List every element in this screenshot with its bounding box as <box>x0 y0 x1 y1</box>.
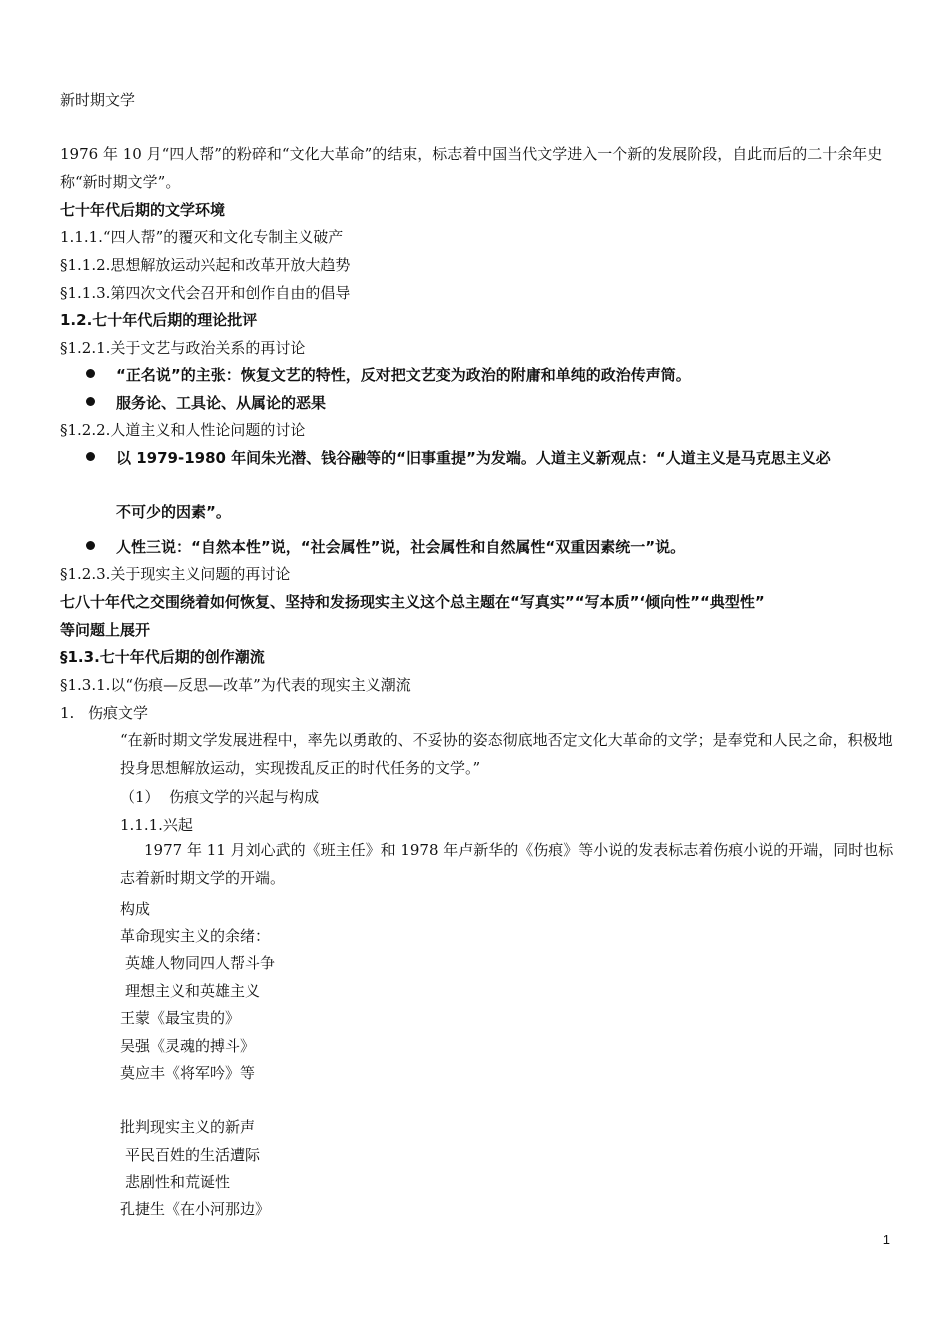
section-1-1-1-rise: 1.1.1.兴起 <box>120 816 193 834</box>
quote-paragraph: “在新时期文学发展进程中，率先以勇敢的、不妥协的姿态彻底地否定文化大革命的文学；是奉党和人民之命，积极地投身思想解放运动，实现拨乱反正的时代任务的文学。” <box>120 731 893 777</box>
bullet-item-rendao-line1: 以 1979-1980 年间朱光潜、钱谷融等的“旧事重提”为发端。人道主义新观点：“人道主义是马克思主义必 <box>116 449 831 467</box>
bullet-icon <box>86 369 95 378</box>
rev-work-3: 莫应丰《将军吟》等 <box>120 1064 256 1082</box>
section-1-2-3: §1.2.3.关于现实主义问题的再讨论 <box>60 565 291 583</box>
list-item-shanghen: 伤痕文学 <box>88 704 149 722</box>
bullet-item-rendao-line2: 不可少的因素”。 <box>116 503 231 521</box>
rev-item-1: 英雄人物同四人帮斗争 <box>125 954 276 972</box>
crit-item-2: 悲剧性和荒诞性 <box>125 1173 231 1191</box>
section-1-2-1: §1.2.1.关于文艺与政治关系的再讨论 <box>60 339 306 357</box>
section-1-1-1: 1.1.1.“四人帮”的覆灭和文化专制主义破产 <box>60 228 344 246</box>
rev-item-2: 理想主义和英雄主义 <box>125 982 261 1000</box>
heading-1-1: 七十年代后期的文学环境 <box>60 201 226 219</box>
rev-work-2: 吴强《灵魂的搏斗》 <box>120 1037 256 1055</box>
subsection-1: （1） 伤痕文学的兴起与构成 <box>120 788 320 806</box>
bullet-icon <box>86 397 95 406</box>
critical-realism-label: 批判现实主义的新声 <box>120 1118 256 1136</box>
section-1-1-2: §1.1.2.思想解放运动兴起和改革开放大趋势 <box>60 256 351 274</box>
bullet-item-zhengming: “正名说”的主张：恢复文艺的特性，反对把文艺变为政治的附庸和单纯的政治传声筒。 <box>116 366 691 384</box>
section-1-1-3: §1.1.3.第四次文代会召开和创作自由的倡导 <box>60 284 351 302</box>
list-number: 1. <box>60 704 75 722</box>
bullet-icon <box>86 452 95 461</box>
crit-work-1: 孔捷生《在小河那边》 <box>120 1200 271 1218</box>
rise-paragraph: 1977 年 11 月刘心武的《班主任》和 1978 年卢新华的《伤痕》等小说的发表标志着伤痕小说的开端，同时也标志着新时期文学的开端。 <box>120 841 894 887</box>
bullet-item-renxing: 人性三说：“自然本性”说，“社会属性”说，社会属性和自然属性“双重因素统一”说。 <box>116 538 686 556</box>
revolutionary-realism-label: 革命现实主义的余绪： <box>120 927 271 945</box>
page-number: 1 <box>882 1232 890 1247</box>
realism-paragraph-line1: 七八十年代之交围绕着如何恢复、坚持和发扬现实主义这个总主题在“写真实”“写本质”‘倾向性”“典型性” <box>60 593 765 611</box>
composition-label: 构成 <box>120 900 151 918</box>
heading-1-2: 1.2.七十年代后期的理论批评 <box>60 311 258 329</box>
section-1-2-2: §1.2.2.人道主义和人性论问题的讨论 <box>60 421 306 439</box>
doc-title: 新时期文学 <box>60 91 136 109</box>
bullet-item-fuwulun: 服务论、工具论、从属论的恶果 <box>116 394 327 412</box>
heading-1-3: §1.3.七十年代后期的创作潮流 <box>60 648 265 666</box>
realism-paragraph-line2: 等问题上展开 <box>60 621 151 639</box>
intro-paragraph: 1976 年 10 月“四人帮”的粉碎和“文化大革命”的结束，标志着中国当代文学进入一个新的发展阶段，自此而后的二十余年史称“新时期文学”。 <box>60 145 883 191</box>
bullet-icon <box>86 541 95 550</box>
section-1-3-1: §1.3.1.以“伤痕—反思—改革”为代表的现实主义潮流 <box>60 676 411 694</box>
crit-item-1: 平民百姓的生活遭际 <box>125 1146 261 1164</box>
rev-work-1: 王蒙《最宝贵的》 <box>120 1009 241 1027</box>
